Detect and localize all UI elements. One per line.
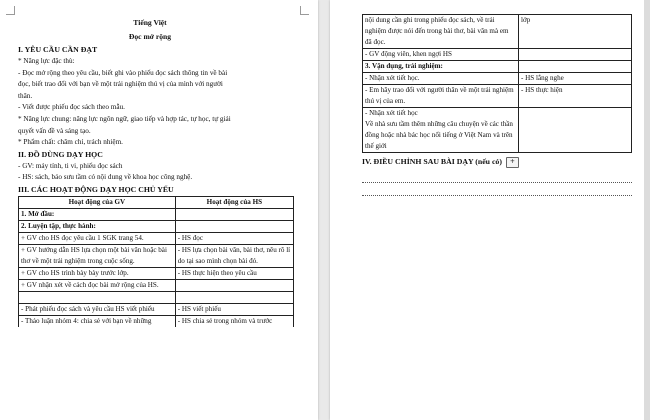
cell-hs: - HS lắng nghe [519, 73, 632, 85]
column-header-gv: Hoạt động của GV [19, 196, 176, 208]
cell-hs [519, 108, 632, 120]
cell-hs: lớp [519, 15, 632, 49]
lesson-content [18, 44, 294, 327]
cell-hs [175, 208, 293, 220]
cell-gv: Về nhà sưu tầm thêm những câu chuyện về các thần đồng hoặc nhà bác học nổi tiếng ở Việt Nam và trên thế giới [363, 119, 519, 153]
table-row [363, 15, 632, 49]
margin-crop-mark [300, 6, 309, 15]
text-line: - GV: máy tính, ti vi, phiếu đọc sách [18, 161, 123, 170]
cell-hs: - HS thực hiện [519, 85, 632, 108]
section-4-title-text: IV. ĐIỀU CHỈNH SAU BÀI DẠY (nếu có) [362, 157, 502, 166]
text-line: đọc, biết trao đổi với bạn về một trải nghiệm thú vị của mình với người [18, 80, 223, 89]
margin-crop-mark [6, 6, 15, 15]
cell-gv: 3. Vận dụng, trải nghiệm: [363, 61, 519, 73]
cell-hs: - HS viết phiếu [175, 303, 293, 315]
cell-gv: 1. Mở đầu: [19, 208, 176, 220]
topic-heading: Đọc mở rộng [128, 32, 172, 41]
section-3-title: III. CÁC HOẠT ĐỘNG DẠY HỌC CHỦ YẾU [18, 184, 174, 194]
cell-gv: - Nhận xét tiết học [363, 108, 519, 120]
cell-gv: - Em hãy trao đổi với người thân về một trải nghiệm thú vị của em. [363, 85, 519, 108]
document-page-right [330, 0, 650, 420]
table-row [363, 73, 632, 85]
cell-hs: - HS chia sẻ trong nhóm và trước [175, 315, 293, 327]
text-line: - Viết được phiếu đọc sách theo mẫu. [18, 103, 125, 112]
table-row [363, 49, 632, 61]
table-row [19, 315, 294, 327]
cell-hs [175, 220, 293, 232]
cell-gv: - GV động viên, khen ngợi HS [363, 49, 519, 61]
vertical-scrollbar[interactable] [644, 0, 650, 420]
table-row [19, 267, 294, 279]
text-line: - Đọc mở rộng theo yêu cầu, biết ghi vào phiếu đọc sách thông tin về bài [18, 68, 228, 77]
cell-hs [519, 61, 632, 73]
cell-hs: - HS lựa chọn bài văn, bài thơ, nêu rõ lí do tại sao mình chọn bài đó. [175, 244, 293, 267]
table-row [19, 244, 294, 267]
table-row [19, 220, 294, 232]
lesson-content-continued [362, 14, 632, 196]
text-line: * Phẩm chất: chăm chỉ, trách nhiệm. [18, 138, 123, 147]
move-cursor-icon[interactable]: + [506, 157, 519, 168]
activities-table [18, 196, 294, 327]
table-row [19, 232, 294, 244]
table-row [19, 279, 294, 291]
cell-hs [519, 119, 632, 153]
section-1-title: I. YÊU CẦU CẦN ĐẠT [18, 45, 98, 54]
cell-hs: - HS thực hiện theo yêu cầu [175, 267, 293, 279]
table-row [19, 303, 294, 315]
cell-gv [19, 291, 176, 303]
cell-gv: - Phát phiếu đọc sách và yêu cầu HS viết phiếu [19, 303, 176, 315]
table-row [363, 61, 632, 73]
cell-gv: + GV nhận xét về cách đọc bài mở rộng của HS. [19, 279, 176, 291]
cell-gv: - Nhận xét tiết học. [363, 73, 519, 85]
cell-gv: + GV cho HS trình bày bày trước lớp. [19, 267, 176, 279]
table-row [19, 291, 294, 303]
cell-hs [175, 279, 293, 291]
cell-hs [175, 291, 293, 303]
section-2-title: II. ĐỒ DÙNG DẠY HỌC [18, 149, 103, 159]
table-row [363, 119, 632, 153]
table-row [363, 108, 632, 120]
cell-gv: 2. Luyện tập, thực hành: [19, 220, 176, 232]
text-line: quyết vấn đề và sáng tạo. [18, 126, 91, 135]
text-line: - HS: sách, báo sưu tầm có nội dung về khoa học công nghệ. [18, 173, 193, 182]
table-row [363, 85, 632, 108]
document-page-left [0, 0, 318, 420]
table-row [19, 208, 294, 220]
column-header-hs: Hoạt động của HS [175, 196, 293, 208]
subject-heading: Tiếng Việt [133, 18, 167, 27]
table-header-row [19, 196, 294, 208]
cell-hs [519, 49, 632, 61]
cell-gv: + GV cho HS đọc yêu cầu 1 SGK trang 54. [19, 232, 176, 244]
activities-table-continued [362, 14, 632, 153]
cell-gv: nội dung cần ghi trong phiếu đọc sách, về trải nghiệm được nói đến trong bài thơ, bài văn mà em đã đọc. [363, 15, 519, 49]
dotted-line [362, 185, 632, 196]
text-line: thân. [18, 91, 33, 100]
dotted-line [362, 172, 632, 183]
text-line: * Năng lực đặc thù: [18, 57, 75, 65]
section-4-title [362, 156, 632, 168]
cell-gv: + GV hướng dẫn HS lựa chọn một bài văn hoặc bài thơ về một trải nghiệm trong cuộc sống. [19, 244, 176, 267]
cell-hs: - HS đọc [175, 232, 293, 244]
text-line: * Năng lực chung: năng lực ngôn ngữ, giao tiếp và hợp tác, tự học, tự giải [18, 114, 231, 123]
cell-gv: - Thảo luận nhóm 4: chia sẻ với bạn về những [19, 315, 176, 327]
